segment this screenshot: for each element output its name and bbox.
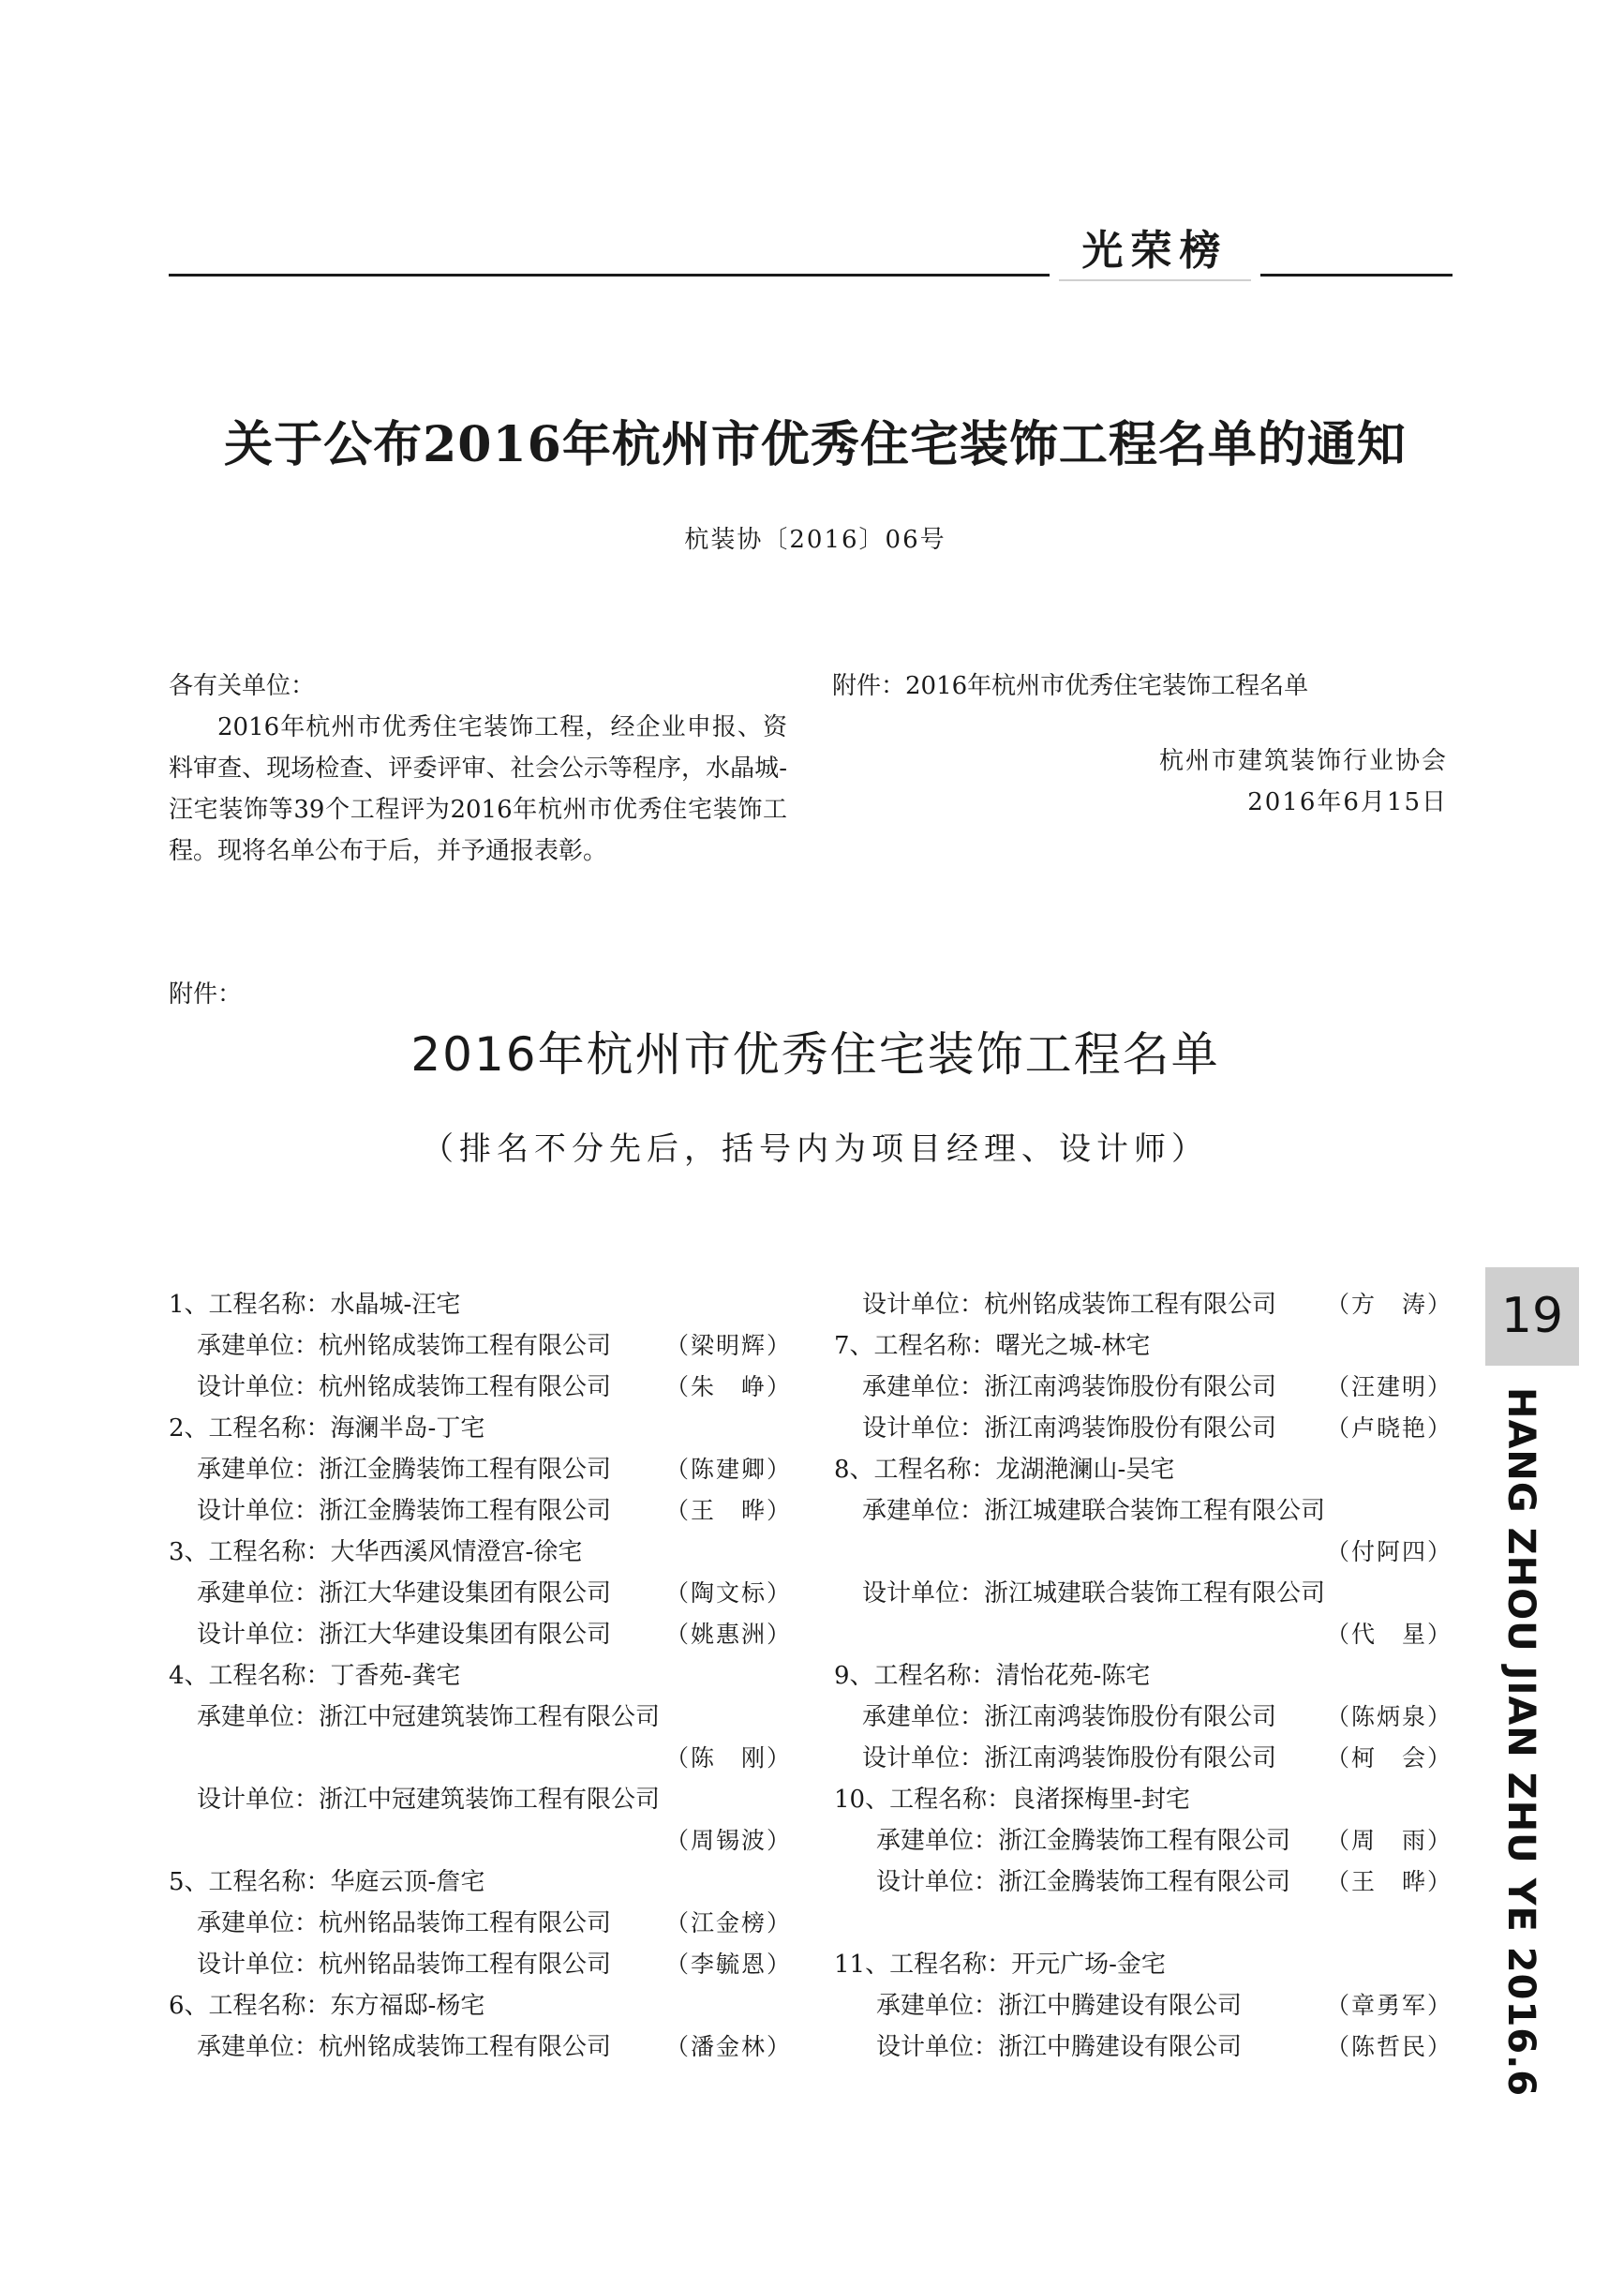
person-name: （卢晓艳）	[1325, 1414, 1453, 1442]
project-name: 6、工程名称：东方福邸-杨宅	[169, 1992, 485, 2020]
header-rule-right	[1260, 274, 1453, 277]
person-name: （柯 会）	[1325, 1744, 1453, 1772]
person-name: （姚惠洲）	[664, 1621, 792, 1648]
person-name: （李毓恩）	[664, 1951, 792, 1978]
designer-row	[169, 1367, 792, 1408]
project-name-row	[169, 1655, 792, 1697]
project-name: 9、工程名称：清怡花苑-陈宅	[834, 1662, 1151, 1690]
project-name: 2、工程名称：海澜半岛-丁宅	[169, 1414, 485, 1443]
list-title: 2016年杭州市优秀住宅装饰工程名单	[410, 1027, 1220, 1082]
person-row	[834, 1532, 1453, 1573]
person-name: （陈哲民）	[1325, 2033, 1453, 2060]
project-name: 4、工程名称：丁香苑-龚宅	[169, 1662, 461, 1690]
person-name: （汪建明）	[1325, 1373, 1453, 1400]
designer-row	[834, 2026, 1453, 2068]
unit-name: 设计单位：杭州铭成装饰工程有限公司	[197, 1373, 612, 1401]
person-name: （章勇军）	[1325, 1992, 1453, 2019]
project-name: 1、工程名称：水晶城-汪宅	[169, 1291, 461, 1319]
person-row	[834, 1614, 1453, 1655]
project-list-right-column	[834, 1284, 1453, 2068]
person-name: （陈 刚）	[664, 1744, 792, 1772]
designer-row	[834, 1738, 1453, 1779]
builder-row	[169, 1903, 792, 1944]
designer-row	[834, 1862, 1453, 1903]
unit-name: 设计单位：浙江城建联合装饰工程有限公司	[862, 1579, 1326, 1608]
designer-row	[834, 1408, 1453, 1449]
designer-row	[169, 1944, 792, 1985]
project-name: 5、工程名称：华庭云顶-詹宅	[169, 1868, 485, 1896]
builder-row	[834, 1820, 1453, 1862]
project-name-row	[834, 1325, 1453, 1367]
unit-name: 承建单位：浙江城建联合装饰工程有限公司	[862, 1497, 1326, 1525]
unit-name: 承建单位：杭州铭成装饰工程有限公司	[197, 2033, 612, 2061]
unit-name: 设计单位：杭州铭品装饰工程有限公司	[197, 1951, 612, 1979]
builder-row	[169, 2026, 792, 2068]
project-name-row	[169, 1862, 792, 1903]
builder-row	[169, 1697, 792, 1738]
project-name: 8、工程名称：龙湖滟澜山-吴宅	[834, 1456, 1175, 1484]
builder-row	[169, 1573, 792, 1614]
builder-row	[834, 1697, 1453, 1738]
notice-paragraph: 2016年杭州市优秀住宅装饰工程，经企业申报、资料审查、现场检查、评委评审、社会公示等程序，水晶城-汪宅装饰等39个工程评为2016年杭州市优秀住宅装饰工程。现将名单公布于后，并予通报表彰。	[169, 713, 787, 865]
person-name: （朱 峥）	[664, 1373, 792, 1400]
project-name-row	[834, 1779, 1453, 1820]
project-name: 3、工程名称：大华西溪风情澄宫-徐宅	[169, 1538, 583, 1566]
unit-name: 设计单位：浙江中腾建设有限公司	[876, 2033, 1243, 2061]
person-name: （王 晔）	[664, 1497, 792, 1524]
unit-name: 设计单位：浙江中冠建筑装饰工程有限公司	[197, 1786, 661, 1814]
person-name: （周 雨）	[1325, 1827, 1453, 1854]
person-name: （江金榜）	[664, 1909, 792, 1937]
unit-name: 设计单位：浙江金腾装饰工程有限公司	[197, 1497, 612, 1525]
running-foot: HANG ZHOU JIAN ZHU YE 2016.6	[1499, 1387, 1542, 2098]
person-name: （陈建卿）	[664, 1456, 792, 1483]
unit-name: 承建单位：浙江金腾装饰工程有限公司	[197, 1456, 612, 1484]
project-name-row	[834, 1449, 1453, 1490]
person-row	[169, 1820, 792, 1862]
person-row	[169, 1738, 792, 1779]
attachment-label: 附件：	[169, 980, 243, 1009]
person-name: （代 星）	[1325, 1621, 1453, 1648]
unit-name: 承建单位：浙江金腾装饰工程有限公司	[876, 1827, 1291, 1855]
document-number: 杭装协〔2016〕06号	[684, 526, 946, 554]
attachment-note: 附件：2016年杭州市优秀住宅装饰工程名单	[832, 672, 1309, 700]
project-name: 11、工程名称：开元广场-金宅	[834, 1951, 1166, 1979]
unit-name: 设计单位：浙江金腾装饰工程有限公司	[876, 1868, 1291, 1896]
builder-row	[169, 1449, 792, 1490]
header-rule-left	[169, 274, 1050, 277]
person-name: （陶文标）	[664, 1579, 792, 1607]
unit-name: 设计单位：浙江南鸿装饰股份有限公司	[862, 1414, 1277, 1443]
unit-name: 承建单位：杭州铭成装饰工程有限公司	[197, 1332, 612, 1360]
person-name: （周锡波）	[664, 1827, 792, 1854]
designer-row	[169, 1490, 792, 1532]
project-name-row	[169, 1408, 792, 1449]
builder-row	[834, 1490, 1453, 1532]
unit-name: 设计单位：浙江南鸿装饰股份有限公司	[862, 1744, 1277, 1772]
unit-name: 承建单位：杭州铭品装饰工程有限公司	[197, 1909, 612, 1937]
designer-row	[834, 1284, 1453, 1325]
person-name: （陈炳泉）	[1325, 1703, 1453, 1730]
project-name: 7、工程名称：曙光之城-林宅	[834, 1332, 1151, 1360]
person-name: （潘金林）	[664, 2033, 792, 2060]
page-number: 19	[1485, 1267, 1579, 1366]
running-foot-container	[1499, 1387, 1565, 2098]
person-name: （方 涛）	[1325, 1291, 1453, 1318]
designer-row	[834, 1573, 1453, 1614]
notice-title: 关于公布2016年杭州市优秀住宅装饰工程名单的通知	[224, 416, 1407, 473]
unit-name: 承建单位：浙江南鸿装饰股份有限公司	[862, 1703, 1277, 1731]
list-subtitle: （排名不分先后，括号内为项目经理、设计师）	[422, 1130, 1209, 1168]
unit-name: 承建单位：浙江南鸿装饰股份有限公司	[862, 1373, 1277, 1401]
issue-date: 2016年6月15日	[1247, 788, 1448, 816]
section-title: 光荣榜	[1081, 227, 1229, 275]
person-name: （付阿四）	[1325, 1538, 1453, 1565]
project-name-row	[834, 1944, 1453, 1985]
unit-name: 承建单位：浙江中冠建筑装饰工程有限公司	[197, 1703, 661, 1731]
project-name-row	[834, 1655, 1453, 1697]
blank-row	[834, 1903, 1453, 1944]
project-name-row	[169, 1985, 792, 2026]
unit-name: 设计单位：浙江大华建设集团有限公司	[197, 1621, 612, 1649]
project-name-row	[169, 1532, 792, 1573]
issuer: 杭州市建筑装饰行业协会	[1158, 747, 1448, 775]
project-name: 10、工程名称：良渚探梅里-封宅	[834, 1786, 1190, 1814]
section-title-underline	[1059, 279, 1251, 281]
builder-row	[834, 1367, 1453, 1408]
person-name: （梁明辉）	[664, 1332, 792, 1359]
designer-row	[169, 1614, 792, 1655]
designer-row	[169, 1779, 792, 1820]
salutation: 各有关单位：	[169, 672, 316, 700]
unit-name: 设计单位：杭州铭成装饰工程有限公司	[862, 1291, 1277, 1319]
builder-row	[834, 1985, 1453, 2026]
builder-row	[169, 1325, 792, 1367]
project-name-row	[169, 1284, 792, 1325]
project-list-left-column	[169, 1284, 792, 2068]
person-name: （王 晔）	[1325, 1868, 1453, 1895]
unit-name: 承建单位：浙江中腾建设有限公司	[876, 1992, 1243, 2020]
unit-name: 承建单位：浙江大华建设集团有限公司	[197, 1579, 612, 1608]
